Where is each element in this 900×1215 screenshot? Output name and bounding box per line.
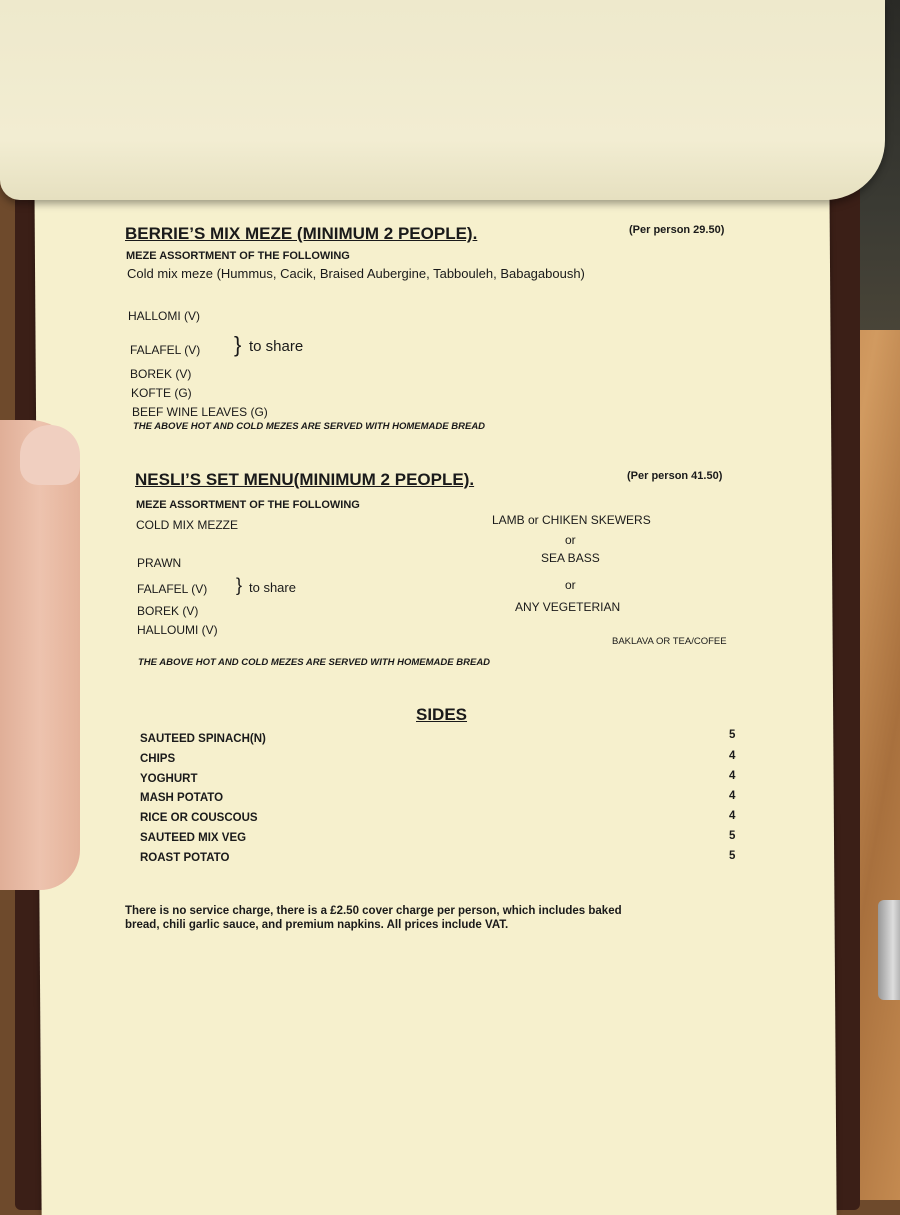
side-item-price: 5: [729, 729, 736, 741]
brace-icon: }: [234, 332, 242, 357]
side-item-name: CHIPS: [140, 753, 176, 765]
neslis-item: BOREK (V): [137, 604, 199, 618]
neslis-dessert: BAKLAVA OR TEA/COFEE: [612, 636, 727, 647]
side-item-name: MASH POTATO: [140, 792, 224, 804]
neslis-main: LAMB or CHIKEN SKEWERS: [492, 513, 651, 527]
neslis-share: to share: [249, 580, 296, 595]
berries-cold-meze: Cold mix meze (Hummus, Cacik, Braised Aubergine, Tabbouleh, Babagaboush): [127, 266, 585, 281]
neslis-main: SEA BASS: [541, 551, 600, 565]
side-item-price: 4: [729, 750, 736, 762]
berries-title: BERRIE’S MIX MEZE (MINIMUM 2 PEOPLE).: [125, 224, 478, 243]
sides-title: SIDES: [416, 705, 468, 724]
neslis-main-or: or: [565, 578, 576, 592]
berries-item: HALLOMI (V): [128, 309, 201, 323]
side-item-price: 4: [729, 790, 736, 802]
neslis-subtitle: MEZE ASSORTMENT OF THE FOLLOWING: [136, 499, 360, 511]
neslis-item: FALAFEL (V): [137, 582, 208, 596]
brace-icon: }: [236, 575, 243, 595]
neslis-title: NESLI’S SET MENU(MINIMUM 2 PEOPLE).: [135, 470, 475, 489]
hand-thumb: [0, 420, 80, 890]
side-item-price: 5: [729, 850, 736, 862]
side-item-name: ROAST POTATO: [140, 852, 230, 864]
berries-share: to share: [249, 338, 304, 355]
footer-note: bread, chili garlic sauce, and premium napkins. All prices include VAT.: [125, 919, 509, 931]
neslis-item: HALLOUMI (V): [137, 623, 218, 637]
previous-page-curl: [0, 0, 885, 200]
side-item-name: SAUTEED SPINACH(N): [140, 733, 266, 745]
menu-page: [34, 175, 836, 1215]
neslis-main: ANY VEGETERIAN: [515, 600, 621, 614]
berries-subtitle: MEZE ASSORTMENT OF THE FOLLOWING: [126, 250, 350, 262]
berries-item: BEEF WINE LEAVES (G): [132, 405, 268, 419]
footer-note: There is no service charge, there is a £2.50 cover charge per person, which includes baked: [125, 905, 622, 917]
side-item-name: SAUTEED MIX VEG: [140, 832, 247, 844]
thumbnail: [20, 425, 80, 485]
berries-price: (Per person 29.50): [629, 224, 725, 236]
side-item-name: YOGHURT: [140, 773, 198, 785]
side-item-price: 4: [729, 810, 736, 822]
neslis-main-or: or: [565, 533, 576, 547]
berries-item: BOREK (V): [130, 367, 192, 381]
neslis-item: COLD MIX MEZZE: [136, 518, 239, 532]
fork: [878, 900, 900, 1000]
berries-item: KOFTE (G): [131, 386, 192, 400]
neslis-note: THE ABOVE HOT AND COLD MEZES ARE SERVED WITH HOMEMADE BREAD: [138, 657, 491, 668]
side-item-name: RICE OR COUSCOUS: [140, 812, 258, 824]
side-item-price: 4: [729, 770, 736, 782]
neslis-price: (Per person 41.50): [627, 470, 723, 482]
berries-item: FALAFEL (V): [130, 343, 201, 357]
neslis-item: PRAWN: [137, 556, 182, 570]
berries-note: THE ABOVE HOT AND COLD MEZES ARE SERVED WITH HOMEMADE BREAD: [133, 421, 486, 432]
side-item-price: 5: [729, 830, 736, 842]
